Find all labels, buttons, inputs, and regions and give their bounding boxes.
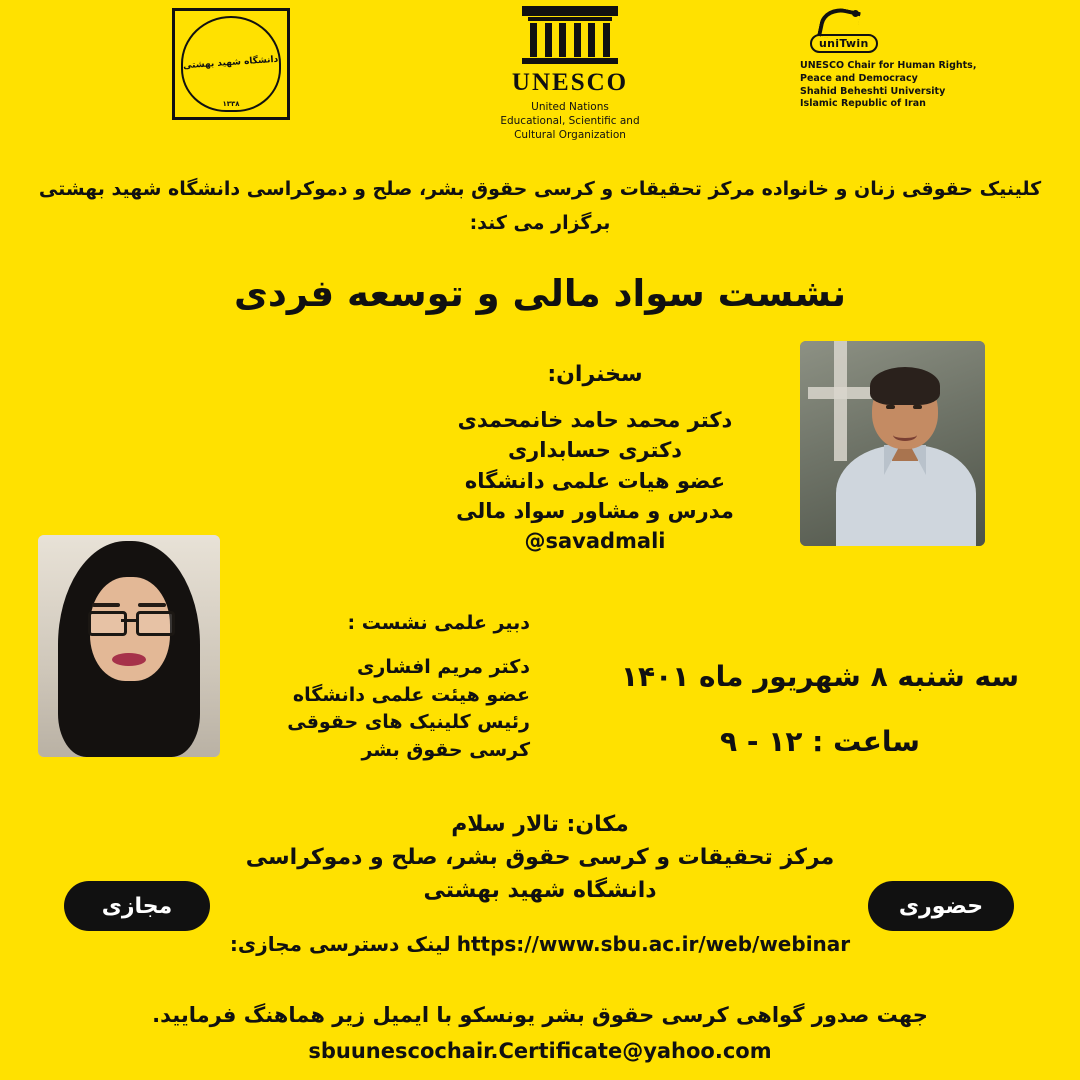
speaker-photo	[800, 341, 985, 546]
webinar-link-label: لینک دسترسی مجازی:	[229, 932, 451, 956]
unitwin-line-3: Shahid Beheshti University	[800, 85, 946, 97]
glasses-icon	[86, 611, 174, 631]
speaker-degree: دکتری حسابداری	[507, 438, 683, 463]
webinar-link-row	[0, 932, 1080, 956]
venue-line-2: مرکز تحقیقات و کرسی حقوق بشر، صلح و دموکراسی	[245, 845, 835, 870]
header-logos	[0, 0, 1080, 140]
unitwin-logo	[800, 8, 1010, 111]
unesco-subtitle-line-1: United Nations	[531, 101, 609, 113]
secretary-position: عضو هیئت علمی دانشگاه	[292, 683, 530, 706]
unesco-subtitle-line-2: Educational, Scientific and	[500, 115, 640, 128]
speaker-block	[430, 362, 760, 553]
venue-line-3: دانشگاه شهید بهشتی	[423, 878, 657, 903]
organizer-line-1: کلینیک حقوقی زنان و خانواده مرکز تحقیقات و کرسی حقوق بشر، صلح و دموکراسی دانشگاه شهید بهشتی	[38, 178, 1042, 200]
organizer-text	[0, 172, 1080, 240]
secretary-label: دبیر علمی نشست :	[347, 612, 530, 634]
secretary-role: رئیس کلینیک های حقوقی کرسی حقوق بشر	[287, 711, 530, 761]
contact-email[interactable]: sbuunescochair.Certificate@yahoo.com	[308, 1038, 772, 1063]
speaker-label: سخنران:	[547, 362, 643, 387]
unitwin-line-2: Peace and Democracy	[800, 72, 918, 84]
venue-line-1: مکان: تالار سلام	[451, 812, 629, 837]
shahid-beheshti-university-logo	[172, 8, 290, 120]
footer-note: جهت صدور گواهی کرسی حقوق بشر یونسکو با ایمیل زیر هماهنگ فرمایید.	[152, 1003, 928, 1027]
sbu-logo-inner	[181, 16, 281, 112]
unesco-logo	[470, 6, 670, 143]
badge-in-person: حضوری	[868, 881, 1014, 931]
event-time: ساعت : ۱۲ - ۹	[720, 725, 920, 758]
webinar-url[interactable]: https://www.sbu.ac.ir/web/webinar	[456, 932, 851, 956]
speaker-name: دکتر محمد حامد خانمحمدی	[457, 408, 733, 432]
schedule-block	[620, 660, 1020, 758]
secretary-name: دکتر مریم افشاری	[357, 656, 530, 678]
unitwin-chair-text	[800, 60, 1010, 111]
sbu-logo-text: دانشگاه شهید بهشتی	[183, 54, 279, 72]
unesco-subtitle	[470, 100, 670, 143]
unitwin-line-4: Islamic Republic of Iran	[800, 98, 926, 110]
organizer-line-2: برگزار می کند:	[469, 212, 611, 235]
unitwin-line-1: UNESCO Chair for Human Rights,	[800, 60, 977, 71]
event-title: نشست سواد مالی و توسعه فردی	[233, 272, 847, 315]
badge-virtual: مجازی	[64, 881, 210, 931]
speaker-role: مدرس و مشاور سواد مالی	[456, 499, 734, 524]
footer-note-block	[0, 1000, 1080, 1067]
speaker-social-handle: @savadmali	[524, 528, 666, 553]
secretary-photo	[38, 535, 220, 757]
unesco-wordmark: UNESCO	[511, 69, 629, 96]
speaker-position: عضو هیات علمی دانشگاه	[464, 468, 726, 493]
secretary-block	[230, 612, 530, 764]
event-date: سه شنبه ۸ شهریور ماه ۱۴۰۱	[620, 660, 1020, 693]
unesco-subtitle-line-3: Cultural Organization	[514, 129, 626, 142]
unitwin-swoosh-icon	[806, 8, 886, 56]
sbu-logo-year: ۱۳۳۸	[222, 99, 240, 108]
unitwin-wordmark: uniTwin	[810, 34, 878, 53]
unesco-temple-icon	[516, 6, 624, 68]
